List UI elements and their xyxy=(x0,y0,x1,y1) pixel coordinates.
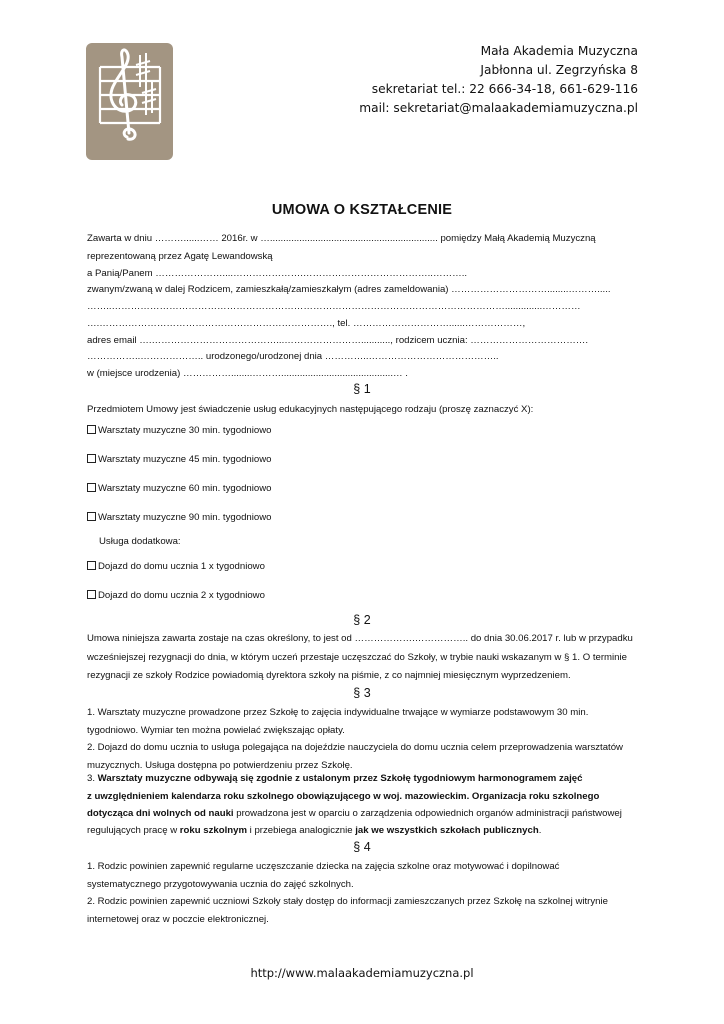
section-1-heading: § 1 xyxy=(353,382,371,396)
section-4-line-1: 1. Rodzic powinien zapewnić regularne uczęszczanie dziecka na zajęcia szkolne oraz motywować i dopilnować xyxy=(87,861,560,872)
option-label: Warsztaty muzyczne 60 min. tygodniowo xyxy=(98,483,272,494)
checkbox[interactable] xyxy=(87,483,96,492)
section-3-line-4: muzycznych. Usługa dostępna po potwierdzeniu przez Szkołę. xyxy=(87,760,353,771)
option-90-min[interactable] xyxy=(87,512,271,524)
section-3-line-3: 2. Dojazd do domu ucznia to usługa polegająca na dojeździe nauczyciela do domu ucznia celem przeprowadzenia warsztatów xyxy=(87,742,623,753)
plain-text: prowadzona jest w oparciu o zarządzenia odpowiednich organów administracji państwowej xyxy=(233,808,622,819)
treble-clef-logo-icon xyxy=(86,43,173,160)
intro-line-6: ….………………………………………………………………., tel. …………………………......………………, xyxy=(87,318,526,329)
intro-line-4: zwanym/zwaną w dalej Rodzicem, zamieszkałą/zamieszkałym (adres zameldowania) …………………………........………..... xyxy=(87,284,611,295)
org-address: Jabłonna ul. Zegrzyńska 8 xyxy=(480,63,638,77)
checkbox[interactable] xyxy=(87,590,96,599)
org-phone: sekretariat tel.: 22 666-34-18, 661-629-116 xyxy=(371,82,638,96)
school-logo xyxy=(86,43,173,160)
bold-text: Warsztaty muzyczne odbywają się zgodnie z ustalonym przez Szkołę tygodniowym harmonogramem zajęć xyxy=(97,773,583,784)
item-number: 3. xyxy=(87,773,98,784)
checkbox[interactable] xyxy=(87,425,96,434)
section-3-line-7 xyxy=(87,808,622,820)
intro-line-7: adres email ….…………………………………...……………………..........., rodzicem ucznia: ………………………………. xyxy=(87,335,589,346)
section-3-line-2: tygodniowo. Wymiar ten można powielać zwiększając opłaty. xyxy=(87,725,345,736)
website-footer: http://www.malaakademiamuzyczna.pl xyxy=(250,966,474,980)
intro-line-2: reprezentowaną przez Agatę Lewandowską xyxy=(87,251,273,262)
section-2-heading: § 2 xyxy=(353,613,371,627)
section-4-line-4: internetowej oraz w poczcie elektronicznej. xyxy=(87,914,269,925)
bold-text: dotycząca dni wolnych od nauki xyxy=(87,808,234,819)
option-label: Dojazd do domu ucznia 1 x tygodniowo xyxy=(98,561,265,572)
section-2-line-1: Umowa niniejsza zawarta zostaje na czas określony, to jest od ……………….…………….. do dnia 30.06.2017 r. lub w przypadku xyxy=(87,633,633,644)
section-3-line-8 xyxy=(87,825,541,837)
option-30-min[interactable] xyxy=(87,425,271,437)
option-label: Warsztaty muzyczne 45 min. tygodniowo xyxy=(98,454,272,465)
option-commute-2x[interactable] xyxy=(87,590,265,602)
section-4-line-3: 2. Rodzic powinien zapewnić uczniowi Szkoły stały dostęp do informacji zamieszczanych przez Szkołę na szkolnej witrynie xyxy=(87,896,608,907)
org-name: Mała Akademia Muzyczna xyxy=(480,44,638,58)
intro-line-1: Zawarta w dniu ………......…… 2016r. w …............................................................... pomiędzy Małą Akademią Muzyczną xyxy=(87,233,596,244)
bold-text: roku szkolnym xyxy=(179,825,247,836)
section-1-text: Przedmiotem Umowy jest świadczenie usług edukacyjnych następującego rodzaju (proszę zaznaczyć X): xyxy=(87,404,534,415)
section-3-line-1: 1. Warsztaty muzyczne prowadzone przez Szkołę to zajęcia indywidualne trwające w wymiarze podstawowym 30 min. xyxy=(87,707,589,718)
checkbox[interactable] xyxy=(87,561,96,570)
document-title: UMOWA O KSZTAŁCENIE xyxy=(271,202,453,218)
bold-text: jak we wszystkich szkołach publicznych xyxy=(355,825,539,836)
org-email: mail: sekretariat@malaakademiamuzyczna.pl xyxy=(359,101,638,115)
section-2-line-2: wcześniejszej rezygnacji do dnia, w którym uczeń przestaje uczęszczać do Szkoły, w trybie nauki wskazanym w § 1. O terminie xyxy=(87,652,627,663)
section-4-line-2: systematycznego przygotowywania ucznia do zajęć szkolnych. xyxy=(87,879,354,890)
section-3-line-6 xyxy=(87,791,599,803)
option-label: Warsztaty muzyczne 90 min. tygodniowo xyxy=(98,512,272,523)
checkbox[interactable] xyxy=(87,512,96,521)
checkbox[interactable] xyxy=(87,454,96,463)
intro-line-3: a Panią/Panem …………………....………………….…………………………………..……….. xyxy=(87,268,468,279)
plain-text: regulujących pracę w xyxy=(87,825,180,836)
option-45-min[interactable] xyxy=(87,454,271,466)
intro-line-9: w (miejsce urodzenia) ……………........………..........................................… . xyxy=(87,368,408,379)
section-2-line-3: rezygnacji ze szkoły Rodzice powiadomią dyrektora szkoły na piśmie, z co najmniej miesięcznym wyprzedzeniem. xyxy=(87,670,571,681)
option-label: Dojazd do domu ucznia 2 x tygodniowo xyxy=(98,590,265,601)
intro-line-5: ……..……………………………………………………………………………………………………………..............………… xyxy=(87,301,581,312)
option-label: Warsztaty muzyczne 30 min. tygodniowo xyxy=(98,425,272,436)
intro-line-8: ……………..……………….. urodzonego/urodzonej dnia …………..………………………………….. xyxy=(87,351,499,362)
school-header xyxy=(359,42,638,118)
section-4-heading: § 4 xyxy=(353,840,371,854)
plain-text: i przebiega analogicznie xyxy=(246,825,356,836)
section-3-heading: § 3 xyxy=(353,686,371,700)
plain-text: . xyxy=(538,825,542,836)
bold-text: z uwzględnieniem kalendarza roku szkolnego obowiązującego w woj. mazowieckim. Organizacja roku szkolnego xyxy=(87,791,600,802)
extra-service-label: Usługa dodatkowa: xyxy=(99,536,181,547)
section-3-line-5 xyxy=(87,773,582,785)
option-60-min[interactable] xyxy=(87,483,271,495)
option-commute-1x[interactable] xyxy=(87,561,265,573)
